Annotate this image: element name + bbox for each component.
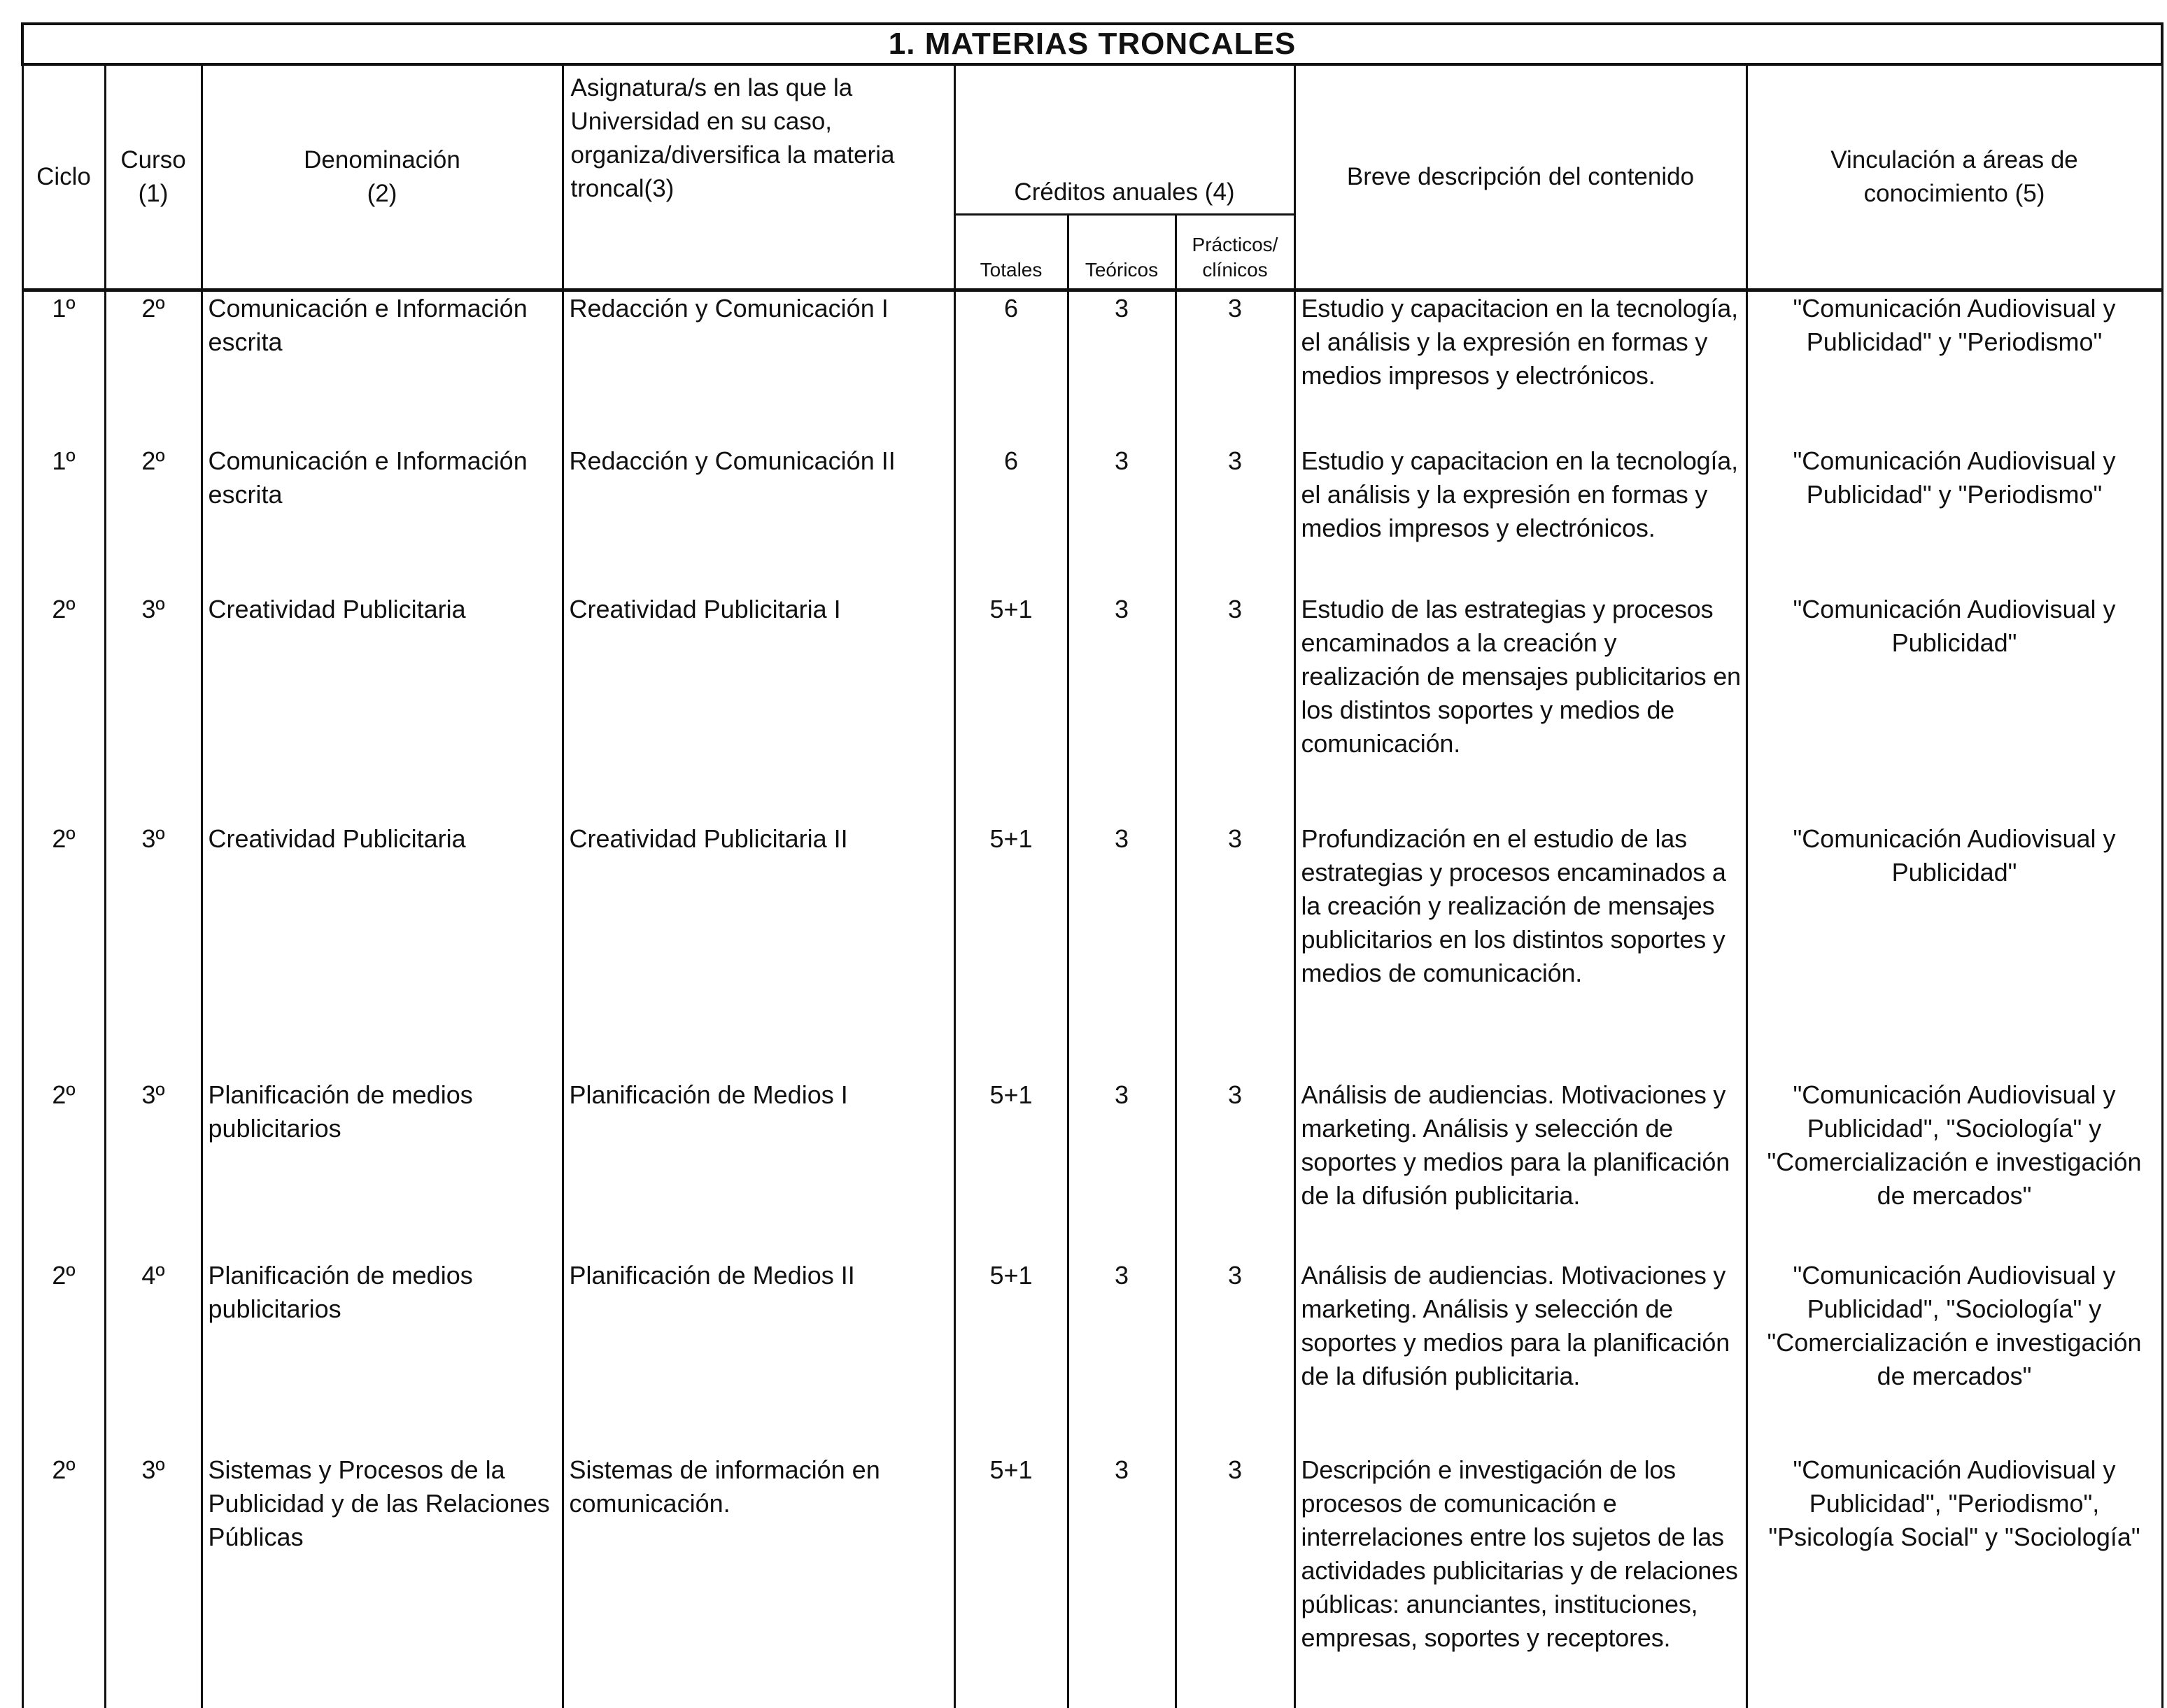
header-totales: Totales bbox=[954, 214, 1068, 290]
cell-vinculacion: "Comunicación Audiovisual y Publicidad" bbox=[1746, 822, 2162, 1078]
cell-descripcion: Descripción e investigación de los procesos de comunicación e interrelaciones entre los sujetos de las actividades publicitarias y de relaciones públicas: anunciantes, instituciones, empresas, soportes y receptores. bbox=[1294, 1453, 1746, 1708]
cell-vinculacion: "Comunicación Audiovisual y Publicidad" y "Periodismo" bbox=[1746, 290, 2162, 444]
table-row bbox=[22, 1259, 2162, 1453]
cell-vinculacion: "Comunicación Audiovisual y Publicidad", "Sociología" y "Comercialización e investigación de mercados" bbox=[1746, 1078, 2162, 1259]
cell-descripcion: Estudio de las estrategias y procesos encaminados a la creación y realización de mensajes publicitarios en los distintos soportes y medios de comunicación. bbox=[1294, 593, 1746, 822]
cell-curso: 3º bbox=[105, 1078, 202, 1259]
cell-practicos: 3 bbox=[1176, 290, 1294, 444]
cell-ciclo: 2º bbox=[22, 1078, 105, 1259]
cell-practicos: 3 bbox=[1176, 822, 1294, 1078]
table-row bbox=[22, 1453, 2162, 1708]
cell-vinculacion: "Comunicación Audiovisual y Publicidad", "Sociología" y "Comercialización e investigación de mercados" bbox=[1746, 1259, 2162, 1453]
cell-ciclo: 1º bbox=[22, 290, 105, 444]
header-denominacion: Denominación (2) bbox=[202, 64, 563, 290]
table-row bbox=[22, 444, 2162, 593]
cell-descripcion: Análisis de audiencias. Motivaciones y marketing. Análisis y selección de soportes y medios para la planificación de la difusión publicitaria. bbox=[1294, 1259, 1746, 1453]
cell-totales: 6 bbox=[954, 444, 1068, 593]
cell-curso: 3º bbox=[105, 593, 202, 822]
header-practicos: Prácticos/ clínicos bbox=[1176, 214, 1294, 290]
cell-totales: 5+1 bbox=[954, 822, 1068, 1078]
cell-practicos: 3 bbox=[1176, 1078, 1294, 1259]
cell-asignatura: Redacción y Comunicación I bbox=[563, 290, 954, 444]
cell-ciclo: 2º bbox=[22, 593, 105, 822]
cell-totales: 6 bbox=[954, 290, 1068, 444]
cell-ciclo: 1º bbox=[22, 444, 105, 593]
cell-teoricos: 3 bbox=[1068, 1259, 1176, 1453]
cell-curso: 3º bbox=[105, 822, 202, 1078]
cell-denominacion: Planificación de medios publicitarios bbox=[202, 1259, 563, 1453]
cell-ciclo: 2º bbox=[22, 1259, 105, 1453]
cell-denominacion: Comunicación e Información escrita bbox=[202, 444, 563, 593]
cell-descripcion: Profundización en el estudio de las estrategias y procesos encaminados a la creación y realización de mensajes publicitarios en los distintos soportes y medios de comunicación. bbox=[1294, 822, 1746, 1078]
header-teoricos: Teóricos bbox=[1068, 214, 1176, 290]
header-curso: Curso (1) bbox=[105, 64, 202, 290]
cell-ciclo: 2º bbox=[22, 1453, 105, 1708]
cell-practicos: 3 bbox=[1176, 1453, 1294, 1708]
cell-totales: 5+1 bbox=[954, 1078, 1068, 1259]
cell-curso: 2º bbox=[105, 444, 202, 593]
cell-totales: 5+1 bbox=[954, 1453, 1068, 1708]
cell-curso: 3º bbox=[105, 1453, 202, 1708]
cell-vinculacion: "Comunicación Audiovisual y Publicidad", "Periodismo", "Psicología Social" y "Sociología" bbox=[1746, 1453, 2162, 1708]
cell-ciclo: 2º bbox=[22, 822, 105, 1078]
header-descripcion: Breve descripción del contenido bbox=[1294, 64, 1746, 290]
cell-asignatura: Sistemas de información en comunicación. bbox=[563, 1453, 954, 1708]
cell-curso: 4º bbox=[105, 1259, 202, 1453]
cell-descripcion: Estudio y capacitacion en la tecnología, el análisis y la expresión en formas y medios impresos y electrónicos. bbox=[1294, 444, 1746, 593]
cell-curso: 2º bbox=[105, 290, 202, 444]
cell-asignatura: Planificación de Medios II bbox=[563, 1259, 954, 1453]
cell-teoricos: 3 bbox=[1068, 593, 1176, 822]
cell-teoricos: 3 bbox=[1068, 290, 1176, 444]
cell-descripcion: Análisis de audiencias. Motivaciones y marketing. Análisis y selección de soportes y medios para la planificación de la difusión publicitaria. bbox=[1294, 1078, 1746, 1259]
cell-asignatura: Creatividad Publicitaria I bbox=[563, 593, 954, 822]
cell-totales: 5+1 bbox=[954, 1259, 1068, 1453]
table-row bbox=[22, 1078, 2162, 1259]
cell-asignatura: Creatividad Publicitaria II bbox=[563, 822, 954, 1078]
table-row bbox=[22, 822, 2162, 1078]
table-title: 1. MATERIAS TRONCALES bbox=[22, 24, 2162, 64]
cell-vinculacion: "Comunicación Audiovisual y Publicidad" bbox=[1746, 593, 2162, 822]
cell-totales: 5+1 bbox=[954, 593, 1068, 822]
cell-teoricos: 3 bbox=[1068, 1453, 1176, 1708]
header-asignatura: Asignatura/s en las que la Universidad en su caso, organiza/diversifica la materia troncal(3) bbox=[563, 64, 954, 290]
table-row bbox=[22, 593, 2162, 822]
cell-teoricos: 3 bbox=[1068, 1078, 1176, 1259]
cell-teoricos: 3 bbox=[1068, 444, 1176, 593]
document-page bbox=[21, 22, 2161, 1698]
cell-denominacion: Sistemas y Procesos de la Publicidad y de las Relaciones Públicas bbox=[202, 1453, 563, 1708]
cell-vinculacion: "Comunicación Audiovisual y Publicidad" y "Periodismo" bbox=[1746, 444, 2162, 593]
cell-practicos: 3 bbox=[1176, 593, 1294, 822]
table-row bbox=[22, 290, 2162, 444]
cell-denominacion: Creatividad Publicitaria bbox=[202, 822, 563, 1078]
cell-practicos: 3 bbox=[1176, 444, 1294, 593]
header-creditos: Créditos anuales (4) bbox=[954, 64, 1294, 214]
header-ciclo: Ciclo bbox=[22, 64, 105, 290]
cell-denominacion: Planificación de medios publicitarios bbox=[202, 1078, 563, 1259]
cell-asignatura: Planificación de Medios I bbox=[563, 1078, 954, 1259]
header-vinculacion: Vinculación a áreas de conocimiento (5) bbox=[1746, 64, 2162, 290]
materias-troncales-table bbox=[21, 22, 2164, 1708]
cell-denominacion: Creatividad Publicitaria bbox=[202, 593, 563, 822]
cell-teoricos: 3 bbox=[1068, 822, 1176, 1078]
cell-asignatura: Redacción y Comunicación II bbox=[563, 444, 954, 593]
cell-practicos: 3 bbox=[1176, 1259, 1294, 1453]
cell-denominacion: Comunicación e Información escrita bbox=[202, 290, 563, 444]
cell-descripcion: Estudio y capacitacion en la tecnología, el análisis y la expresión en formas y medios impresos y electrónicos. bbox=[1294, 290, 1746, 444]
